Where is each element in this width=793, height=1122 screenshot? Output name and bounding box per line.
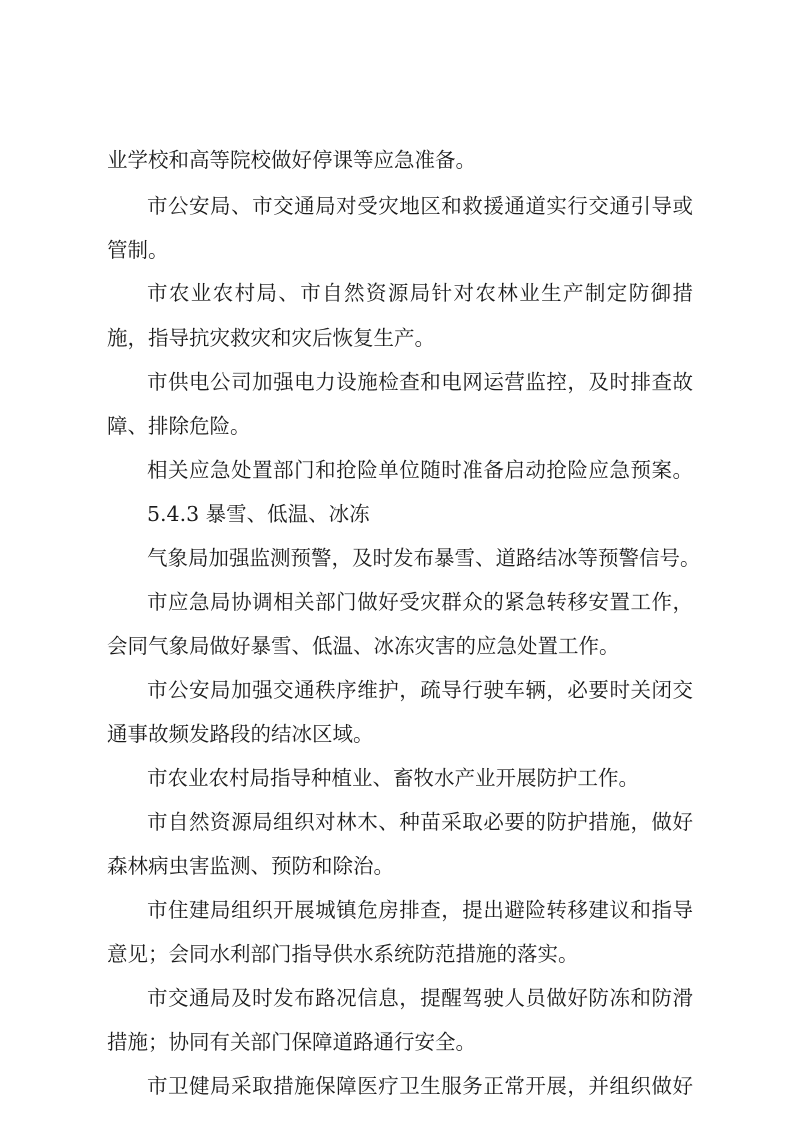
- text-line: 措施；协同有关部门保障道路通行安全。: [107, 1030, 476, 1054]
- text-line: 相关应急处置部门和抢险单位随时准备启动抢险应急预案。: [147, 458, 693, 482]
- text-line: 市卫健局采取措施保障医疗卫生服务正常开展，并组织做好: [147, 1074, 693, 1098]
- text-line: 市公安局、市交通局对受灾地区和救援通道实行交通引导或: [147, 194, 693, 218]
- text-line: 障、排除危险。: [107, 414, 251, 438]
- text-line: 管制。: [107, 238, 169, 262]
- text-line: 意见；会同水利部门指导供水系统防范措施的落实。: [107, 942, 579, 966]
- text-line: 市农业农村局、市自然资源局针对农林业生产制定防御措: [147, 281, 693, 305]
- text-line: 通事故频发路段的结冰区域。: [107, 722, 374, 746]
- text-line: 市住建局组织开展城镇危房排查，提出避险转移建议和指导: [147, 898, 693, 922]
- text-line: 市自然资源局组织对林木、种苗采取必要的防护措施，做好: [147, 810, 693, 834]
- text-line: 气象局加强监测预警，及时发布暴雪、道路结冰等预警信号。: [147, 546, 701, 570]
- text-line: 施，指导抗灾救灾和灾后恢复生产。: [107, 326, 435, 350]
- text-line: 市应急局协调相关部门做好受灾群众的紧急转移安置工作，: [147, 590, 693, 614]
- text-line: 市农业农村局指导种植业、畜牧水产业开展防护工作。: [147, 766, 639, 790]
- text-line: 业学校和高等院校做好停课等应急准备。: [107, 148, 476, 172]
- text-line: 市交通局及时发布路况信息，提醒驾驶人员做好防冻和防滑: [147, 986, 693, 1010]
- section-heading: 5.4.3 暴雪、低温、冰冻: [147, 502, 370, 526]
- text-line: 市供电公司加强电力设施检查和电网运营监控，及时排查故: [147, 370, 693, 394]
- text-line: 会同气象局做好暴雪、低温、冰冻灾害的应急处置工作。: [107, 634, 620, 658]
- text-line: 森林病虫害监测、预防和除治。: [107, 854, 394, 878]
- text-line: 市公安局加强交通秩序维护，疏导行驶车辆，必要时关闭交: [147, 678, 693, 702]
